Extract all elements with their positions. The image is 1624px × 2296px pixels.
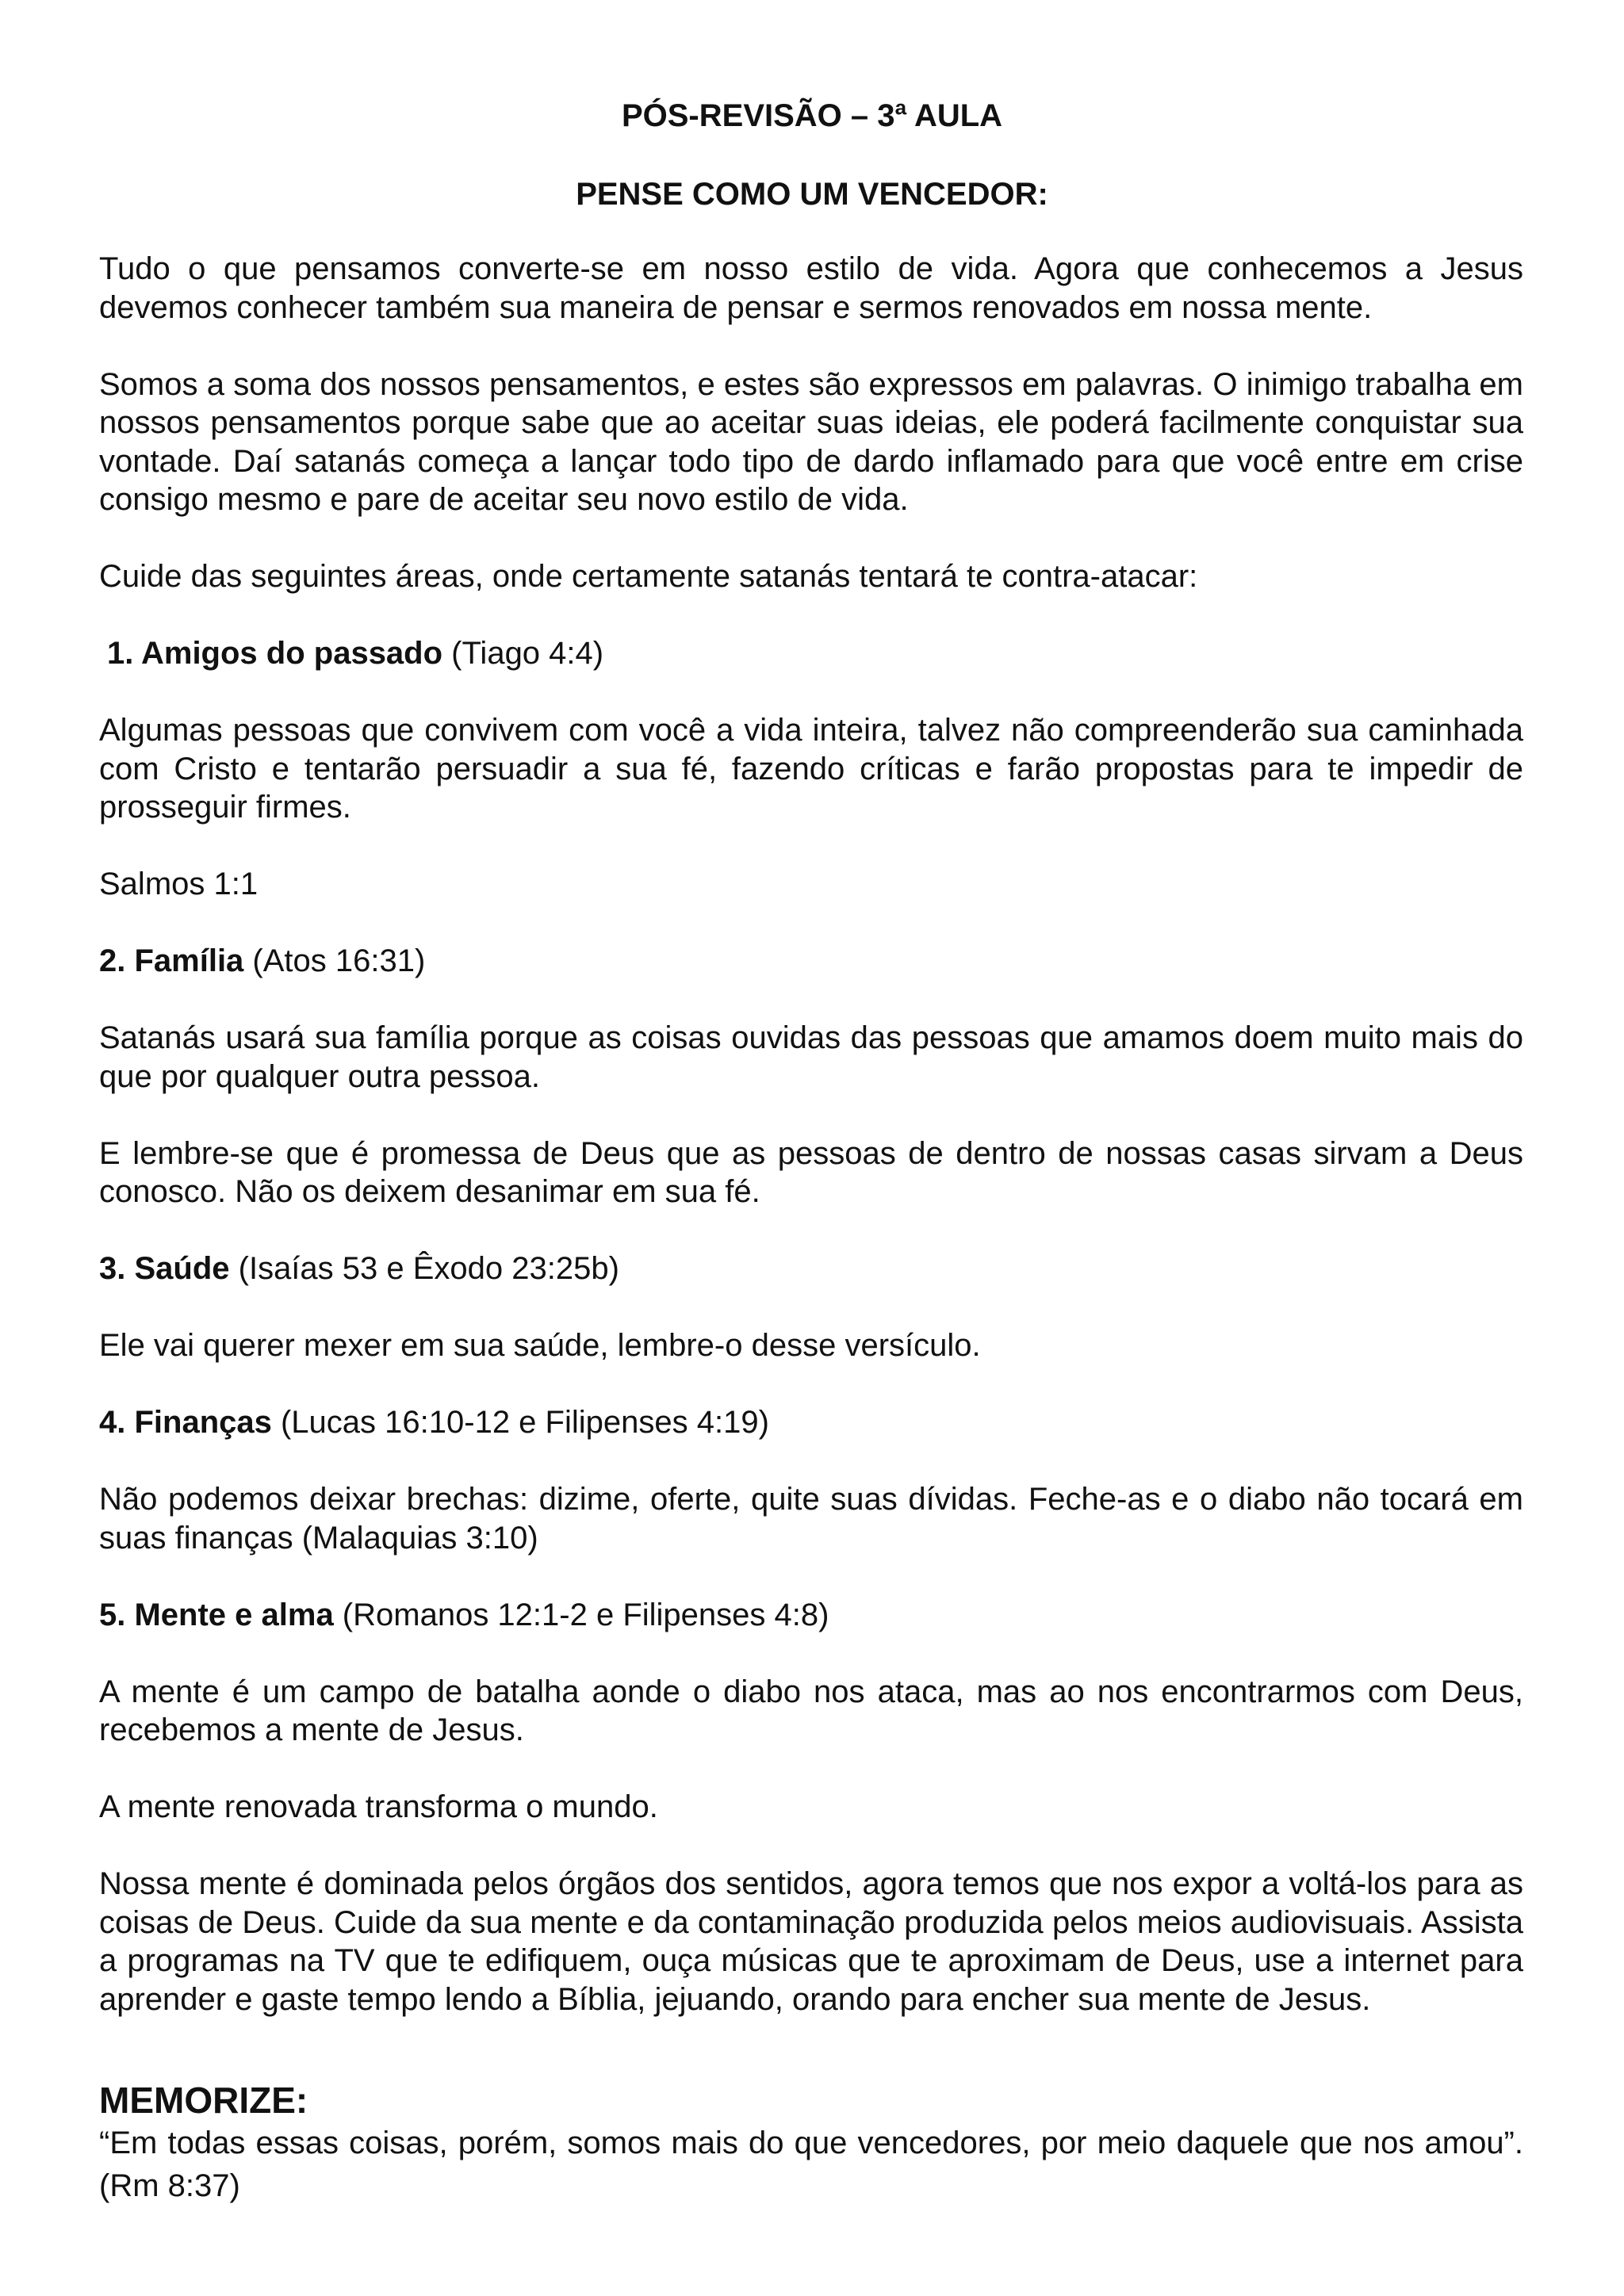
section-5-paragraph-3: Nossa mente é dominada pelos órgãos dos sentidos, agora temos que nos expor a voltá-los para as coisas de Deus. Cuide da sua mente e da contaminação produzida pelos meios audiovisuais. Assista a programas na TV que te edifiquem, ouça músicas que te aproximam de Deus, use a internet para aprender e gaste tempo lendo a Bíblia, jejuando, orando para encher sua mente de Jesus. [99,1866,1523,2017]
memorize-verse: “Em todas essas coisas, porém, somos mais do que vencedores, por meio daquele que nos amou”. (Rm 8:37) [99,2126,1523,2203]
section-5-paragraph-1: A mente é um campo de batalha aonde o diabo nos ataca, mas ao nos encontrarmos com Deus, recebemos a mente de Jesus. [99,1674,1523,1747]
section-5-paragraph-2: A mente renovada transforma o mundo. [99,1789,658,1824]
section-5-heading-line [99,1596,1523,1635]
section-4-heading-line [99,1403,1523,1442]
section-2-reference: (Atos 16:31) [243,943,426,978]
section-4-paragraph-1: Não podemos deixar brechas: dizime, oferte, quite suas dívidas. Feche-as e o diabo não tocará em suas finanças (Malaquias 3:10) [99,1482,1523,1556]
section-1-heading: 1. Amigos do passado [107,636,443,671]
page-subtitle: PENSE COMO UM VENCEDOR: [576,177,1048,212]
intro-paragraph-1: Tudo o que pensamos converte-se em nosso estilo de vida. Agora que conhecemos a Jesus devemos conhecer também sua maneira de pensar e sermos renovados em nossa mente. [99,251,1523,325]
section-3-heading-line [99,1249,1523,1288]
section-2-heading: 2. Família [99,943,244,978]
page-title: PÓS-REVISÃO – 3ª AULA [621,98,1003,133]
section-5-reference: (Romanos 12:1-2 e Filipenses 4:8) [333,1597,829,1632]
section-2-paragraph-1: Satanás usará sua família porque as coisas ouvidas das pessoas que amamos doem muito mais do que por qualquer outra pessoa. [99,1020,1523,1094]
section-1-reference: (Tiago 4:4) [442,636,604,671]
section-4-reference: (Lucas 16:10-12 e Filipenses 4:19) [271,1405,769,1440]
section-4-heading: 4. Finanças [99,1405,272,1440]
section-3-reference: (Isaías 53 e Êxodo 23:25b) [229,1251,619,1286]
section-2-heading-line [99,942,1523,981]
intro-paragraph-2: Somos a soma dos nossos pensamentos, e estes são expressos em palavras. O inimigo trabalha em nossos pensamentos porque sabe que ao aceitar suas ideias, ele poderá facilmente conquistar sua vontade. Daí satanás começa a lançar todo tipo de dardo inflamado para que você entre em crise consigo mesmo e pare de aceitar seu novo estilo de vida. [99,366,1523,517]
section-5-heading: 5. Mente e alma [99,1597,334,1632]
section-3-paragraph-1: Ele vai querer mexer em sua saúde, lembre-o desse versículo. [99,1328,981,1363]
section-2-paragraph-2: E lembre-se que é promessa de Deus que as pessoas de dentro de nossas casas sirvam a Deus conosco. Não os deixem desanimar em sua fé. [99,1135,1523,1209]
section-1-heading-line [99,634,1523,673]
document-body [99,250,1523,2057]
memorize-label: MEMORIZE: [99,2080,308,2121]
section-1-paragraph-1: Algumas pessoas que convivem com você a vida inteira, talvez não compreenderão sua caminhada com Cristo e tentarão persuadir a sua fé, fazendo críticas e farão propostas para te impedir de prosseguir firmes. [99,713,1523,825]
intro-paragraph-3: Cuide das seguintes áreas, onde certamente satanás tentará te contra-atacar: [99,559,1198,594]
section-3-heading: 3. Saúde [99,1251,230,1286]
section-1-paragraph-2: Salmos 1:1 [99,867,259,901]
